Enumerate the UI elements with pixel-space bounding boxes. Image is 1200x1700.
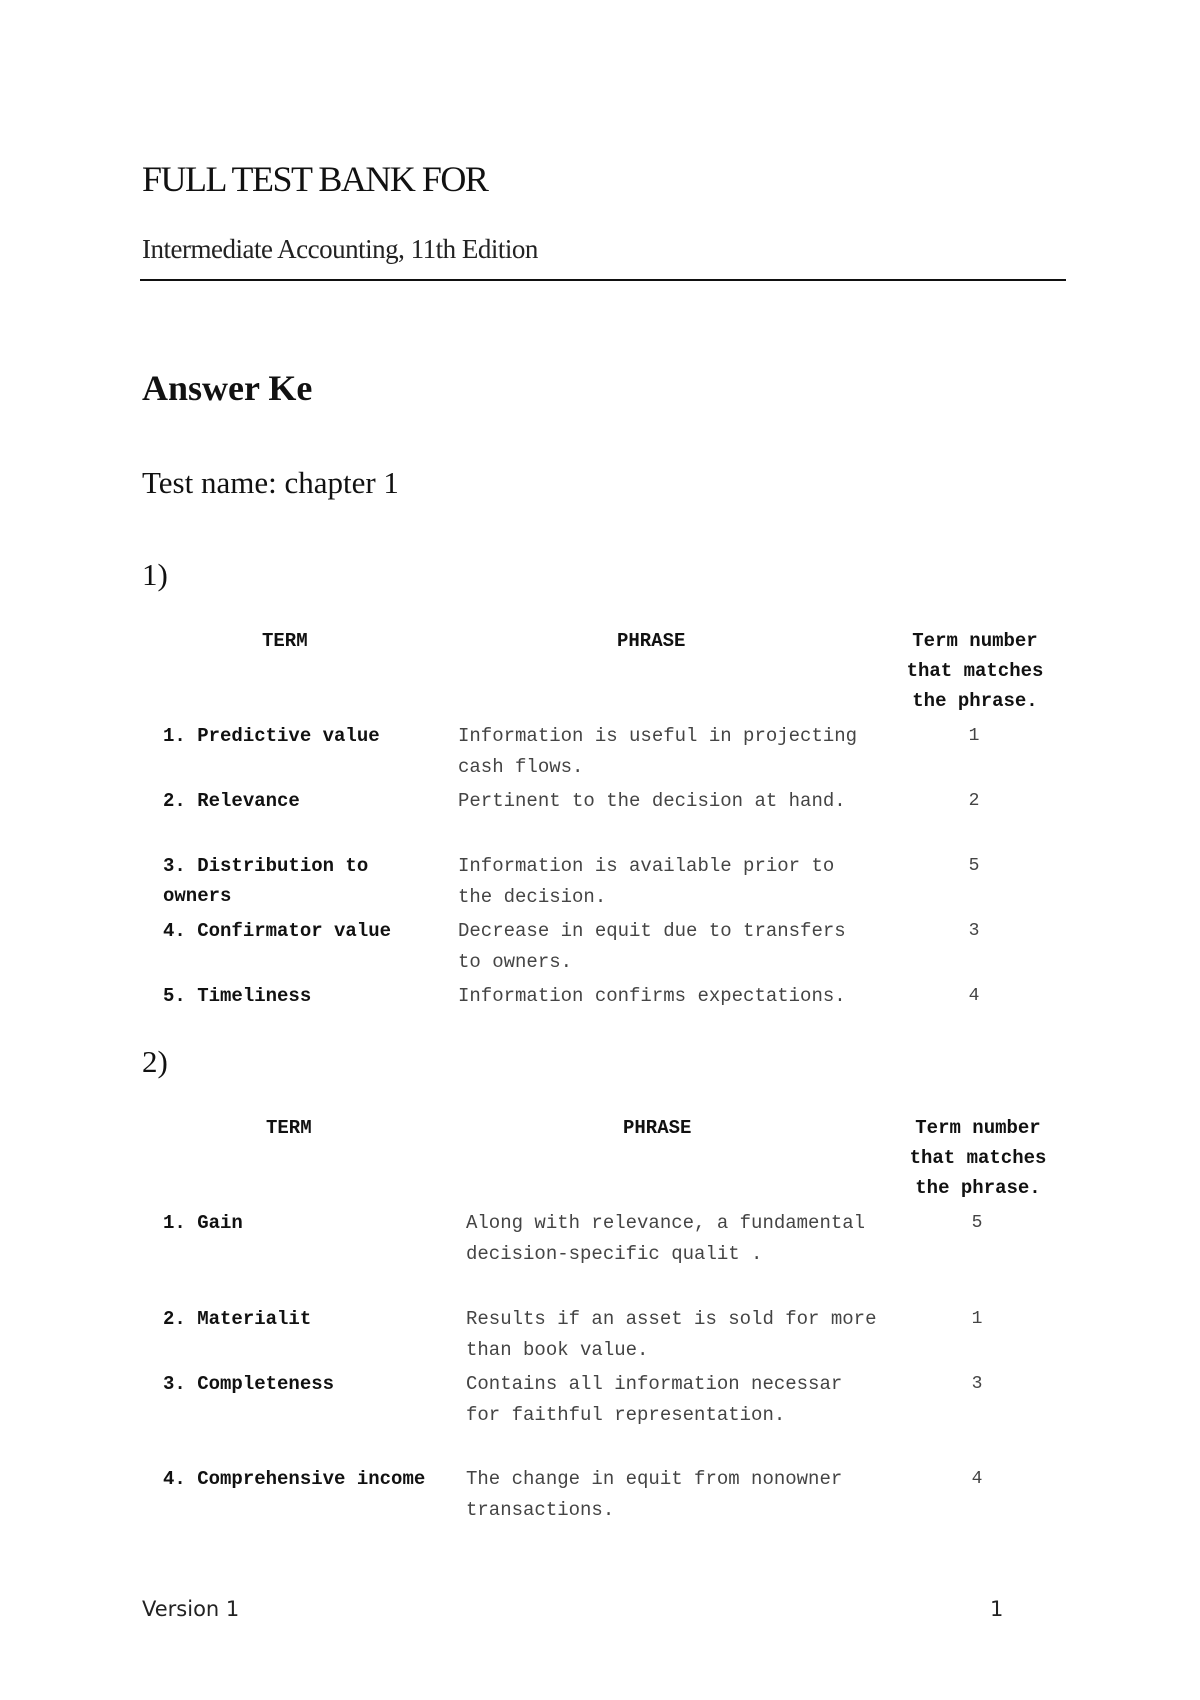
phrase-cell: Contains all information necessar for faithful representation. — [466, 1373, 843, 1426]
phrase-cell: Information is useful in projecting cash flows. — [458, 725, 858, 778]
term-cell: 2. Relevance — [163, 790, 300, 812]
document-title: FULL TEST BANK FOR — [142, 159, 488, 199]
phrase-cell: Information is available prior to the decision. — [458, 855, 835, 908]
phrase-cell: Results if an asset is sold for more than book value. — [466, 1308, 877, 1361]
match-number-cell: 5 — [968, 856, 980, 876]
match-number-cell: 3 — [971, 1374, 983, 1394]
match-number-cell: 4 — [971, 1469, 983, 1489]
term-cell: 1. Gain — [163, 1212, 243, 1234]
term-cell: 3. Completeness — [163, 1373, 335, 1395]
phrase-cell: Along with relevance, a fundamental decision-specific qualit . — [466, 1212, 866, 1265]
phrase-cell: Pertinent to the decision at hand. — [458, 790, 846, 812]
match-number-cell: 2 — [968, 791, 980, 811]
phrase-cell: Information confirms expectations. — [458, 985, 846, 1007]
phrase-cell: Decrease in equit due to transfers to owners. — [458, 920, 846, 973]
column-header-match: Term number that matches the phrase. — [906, 630, 1044, 712]
test-name: Test name: chapter 1 — [142, 465, 399, 500]
match-number-cell: 1 — [968, 726, 980, 746]
term-cell: 1. Predictive value — [163, 725, 380, 747]
answer-key-heading: Answer Ke — [142, 368, 313, 408]
footer-version: Version 1 — [142, 1597, 240, 1621]
header-divider — [140, 279, 1066, 281]
page-number: 1 — [990, 1597, 1004, 1621]
term-cell: 4. Confirmator value — [163, 920, 392, 942]
column-header-term: TERM — [266, 1117, 312, 1139]
match-number-cell: 1 — [971, 1309, 983, 1329]
term-cell: 2. Materialit — [163, 1308, 312, 1330]
question-number: 1) — [142, 557, 168, 592]
document-subtitle: Intermediate Accounting, 11th Edition — [142, 234, 538, 264]
match-number-cell: 4 — [968, 986, 980, 1006]
match-number-cell: 3 — [968, 921, 980, 941]
term-cell: 5. Timeliness — [163, 985, 312, 1007]
term-cell: 3. Distribution to owners — [163, 855, 369, 907]
question-number: 2) — [142, 1044, 168, 1079]
column-header-phrase: PHRASE — [623, 1117, 692, 1139]
term-cell: 4. Comprehensive income — [163, 1468, 426, 1490]
column-header-match: Term number that matches the phrase. — [909, 1117, 1047, 1199]
phrase-cell: The change in equit from nonowner transactions. — [466, 1468, 843, 1521]
match-number-cell: 5 — [971, 1213, 983, 1233]
column-header-term: TERM — [262, 630, 308, 652]
column-header-phrase: PHRASE — [617, 630, 686, 652]
